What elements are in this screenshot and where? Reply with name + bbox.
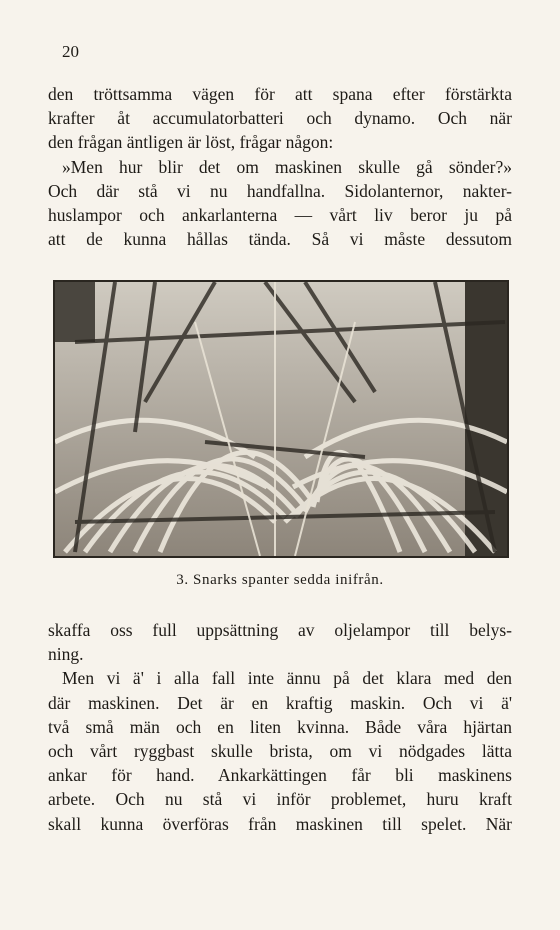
text-line: skaffa oss full uppsättning av oljelampor till belys-: [48, 620, 512, 640]
text-line: Och där stå vi nu handfallna. Sidolanternor, nakter-: [48, 180, 512, 201]
text-line: skall kunna överföras från maskinen till spelet. När: [48, 813, 512, 834]
text-line: Men vi ä' i alla fall inte ännu på det klara med den: [62, 668, 512, 689]
figure-caption: 3. Snarks spanter sedda inifrån.: [176, 572, 384, 588]
text-line: »Men hur blir det om maskinen skulle gå sönder?»: [62, 156, 512, 177]
photo-illustration: [55, 282, 507, 556]
boat-frames-photo: [53, 280, 509, 558]
text-line: två små män och en liten kvinna. Både våra hjärtan: [48, 716, 512, 737]
top-paragraph: [48, 82, 512, 251]
text-line: ning.: [48, 644, 84, 665]
text-line: den frågan äntligen är löst, frågar någon:: [48, 132, 334, 153]
text-line: och vårt ryggbast skulle brista, om vi nödgades lätta: [48, 741, 512, 762]
text-line: huslampor och ankarlanterna — vårt liv beror ju på: [48, 205, 512, 226]
text-line: där maskinen. Det är en kraftig maskin. Och vi ä': [48, 692, 512, 713]
text-line: att de kunna hållas tända. Så vi måste dessutom: [48, 229, 512, 250]
page-number: 20: [62, 42, 79, 61]
text-line: arbete. Och nu stå vi inför problemet, huru kraft: [48, 789, 512, 810]
text-line: den tröttsamma vägen för att spana efter förstärkta: [48, 84, 512, 104]
text-line: ankar för hand. Ankarkättingen får bli maskinens: [48, 765, 512, 786]
text-line: krafter åt accumulatorbatteri och dynamo. Och när: [48, 108, 512, 129]
bottom-paragraph: [48, 618, 512, 836]
